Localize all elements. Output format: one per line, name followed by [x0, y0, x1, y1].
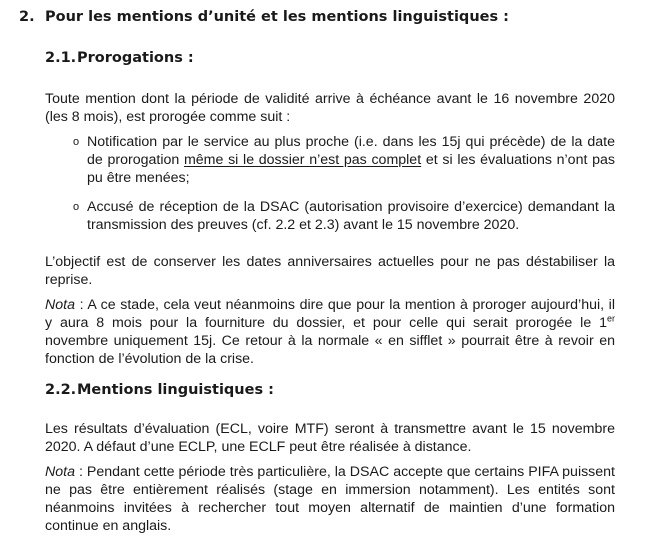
- nota-superscript: er: [606, 313, 615, 324]
- bullet-notification: [70, 133, 615, 187]
- section-number: 2.: [19, 9, 35, 25]
- nota-linguistique-paragraph: [45, 463, 615, 535]
- prorogation-bullet-list: [70, 133, 615, 234]
- subsection-heading-linguistiques: [45, 382, 274, 398]
- bullet-notification-text-b: et si les évaluations n’ont pas pu être menées;: [87, 152, 615, 186]
- subsection-number: 2.2.: [45, 382, 77, 398]
- bullet-notification-underlined: même si le dossier n’est pas complet: [183, 152, 422, 168]
- objective-paragraph: L’objectif est de conserver les dates anniversaires actuelles pour ne pas déstabiliser la reprise.: [45, 254, 615, 288]
- nota-text-b: novembre uniquement 15j. Ce retour à la normale « en sifflet » pourrait être à revoir en fonction de l’évolution de la crise.: [45, 333, 615, 367]
- subsection-title: Mentions linguistiques :: [77, 382, 274, 398]
- bullet-accuse-reception: [70, 198, 615, 234]
- subsection-heading-prorogations: [45, 50, 194, 66]
- nota-label: Nota: [45, 297, 75, 313]
- section-title: Pour les mentions d’unité et les mentions linguistiques :: [45, 9, 509, 25]
- bullet-marker: o: [73, 201, 80, 213]
- bullet-marker: o: [73, 136, 80, 148]
- bullet-accuse-text: Accusé de réception de la DSAC (autorisation provisoire d’exercice) demandant la transmission des preuves (cf. 2.2 et 2.3) avant le 15 novembre 2020.: [87, 199, 615, 233]
- subsection-title: Prorogations :: [77, 50, 194, 66]
- section-heading: [19, 9, 509, 25]
- nota-prorogation-paragraph: [45, 296, 615, 368]
- nota-text: : Pendant cette période très particulière, la DSAC accepte que certains PIFA puissent ne pas être entièrement réalisés (stage en immersion notamment). Les entités sont néanmoins invitées à rechercher tout moyen alternatif de maintien d’une formation continue en anglais.: [45, 464, 615, 534]
- nota-text-a: : A ce stade, cela veut néanmoins dire que pour la mention à proroger aujourd’hui, il y aura 8 mois pour la fourniture du dossier, et pour celle qui serait prorogée le 1: [45, 297, 615, 331]
- results-paragraph: Les résultats d’évaluation (ECL, voire MTF) seront à transmettre avant le 15 novembre 2020. A défaut d’une ECLP, une ECLF peut être réalisée à distance.: [45, 421, 615, 455]
- subsection-number: 2.1.: [45, 50, 77, 66]
- prorogation-intro-paragraph: Toute mention dont la période de validité arrive à échéance avant le 16 novembre 2020 (les 8 mois), est prorogée comme suit :: [45, 91, 615, 125]
- nota-label: Nota: [45, 464, 75, 480]
- bullet-notification-text-a: Notification par le service au plus proche (i.e. dans les 15j qui précède) de la date de prorogation: [87, 134, 615, 168]
